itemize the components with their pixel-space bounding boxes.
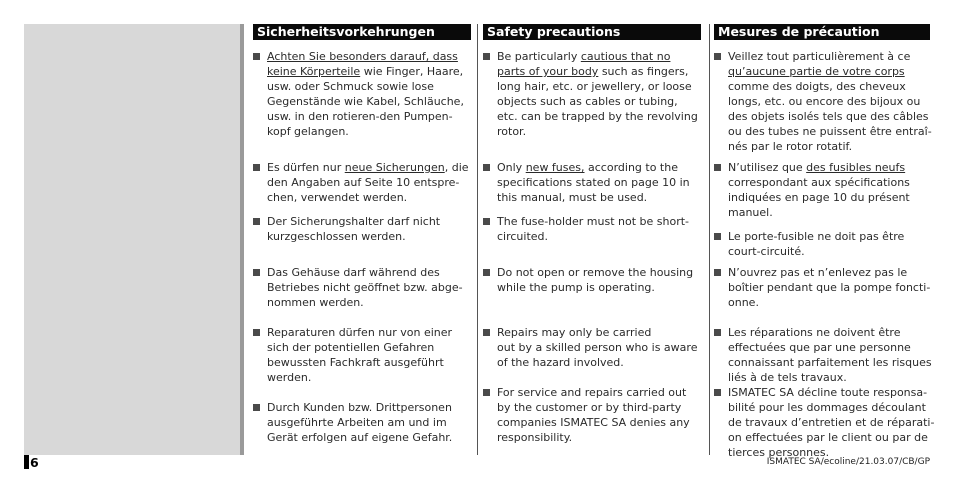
text-line [728,385,934,400]
text-segment: Es dürfen nur [267,161,345,174]
bullet-text [497,385,690,445]
text-segment: comme des doigts, des cheveux [728,80,906,93]
text-segment: bewussten Fachkraft ausgeführt [267,356,444,369]
text-line [728,370,932,385]
text-line [728,139,932,154]
text-segment: des objets isolés tels que des câbles [728,110,929,123]
text-segment: while the pump is operating. [497,281,655,294]
text-segment: nés par le rotor rotatif. [728,140,853,153]
column-header: Sicherheitsvorkehrungen [253,24,471,40]
bullet-square-icon [253,269,260,276]
text-line [497,355,697,370]
document-reference: ISMATEC SA/ecoline/21.03.07/CB/GP [766,457,930,467]
text-line [497,325,697,340]
text-segment: The fuse-holder must not be short- [497,215,690,228]
margin-panel [24,24,240,455]
text-line [267,355,452,370]
bullet-text [267,400,452,445]
bullet-text [728,160,910,220]
text-line [267,214,440,229]
bullet-square-icon [483,329,490,336]
text-line [728,400,934,415]
text-segment: Gerät erfolgen auf eigene Gefahr. [267,431,453,444]
text-line [497,280,693,295]
underlined-text: keine Körperteile [267,65,361,78]
text-line [267,430,452,445]
text-line [267,49,464,64]
text-line [267,190,469,205]
bullet-square-icon [714,329,721,336]
text-segment: den Angaben auf Seite 10 entspre- [267,176,460,189]
text-segment: ou des tubes ne puissent être entraî- [728,125,932,138]
text-segment: such as fingers, [598,65,689,78]
text-line [728,280,930,295]
text-segment: wie Finger, Haare, [360,65,464,78]
bullet-square-icon [483,389,490,396]
text-line [267,400,452,415]
text-line [728,325,932,340]
text-segment: Do not open or remove the housing [497,266,694,279]
text-segment: , die [444,161,469,174]
text-segment: chen, verwendet werden. [267,191,408,204]
bullet-square-icon [253,218,260,225]
text-line [728,205,910,220]
page-number-label: 6 [30,455,39,470]
text-line [267,265,463,280]
underlined-text: cautious that no [580,50,671,63]
text-line [497,415,690,430]
bullet-square-icon [253,329,260,336]
text-segment: responsibility. [497,431,573,444]
text-segment: N’utilisez que [728,161,807,174]
text-line [497,64,698,79]
text-line [267,124,464,139]
bullet-text [728,385,934,460]
underlined-text: qu’aucune partie de votre corps [728,65,905,78]
bullet-square-icon [714,164,721,171]
bullet-square-icon [714,233,721,240]
text-segment: Repairs may only be carried [497,326,652,339]
bullet-text [497,325,697,370]
text-line [497,430,690,445]
text-line [497,340,697,355]
text-line [728,265,930,280]
text-line [267,415,452,430]
column-english [483,24,701,444]
text-line [267,94,464,109]
text-segment: manuel. [728,206,773,219]
text-line [267,325,452,340]
text-segment: Betriebes nicht geöffnet bzw. abge- [267,281,463,294]
text-segment: kopf gelangen. [267,125,349,138]
text-line [728,175,910,190]
bullet-text [728,265,930,310]
text-segment: effectuées que par une personne [728,341,911,354]
text-line [267,280,463,295]
text-segment: Le porte-fusible ne doit pas être [728,230,905,243]
text-segment: court-circuité. [728,245,805,258]
text-line [728,355,932,370]
underlined-text: neue Sicherungen [344,161,445,174]
text-segment: liés à de tels travaux. [728,371,847,384]
text-line [728,49,932,64]
bullet-square-icon [483,269,490,276]
text-segment: of the hazard involved. [497,356,624,369]
bullet-text [728,325,932,385]
text-segment: ausgeführte Arbeiten am und im [267,416,447,429]
text-segment: de travaux d’entretien et de réparati- [728,416,935,429]
text-segment: indiquées en page 10 du présent [728,191,910,204]
bullet-square-icon [714,53,721,60]
text-segment: sich der potentiellen Gefahren [267,341,435,354]
text-line [267,340,452,355]
text-segment: Veillez tout particulièrement à ce [728,50,911,63]
text-segment: N’ouvrez pas et n’enlevez pas le [728,266,908,279]
text-line [497,175,690,190]
column-divider-1 [477,24,478,455]
bullet-text [497,160,690,205]
bullet-square-icon [253,53,260,60]
text-line [728,94,932,109]
text-line [497,400,690,415]
text-segment: ISMATEC SA décline toute responsa- [728,386,928,399]
text-line [728,415,934,430]
text-segment: Gegenstände wie Kabel, Schläuche, [267,95,464,108]
bullet-text [267,49,464,139]
text-line [267,64,464,79]
text-line [497,124,698,139]
text-line [497,79,698,94]
underlined-text: Achten Sie besonders darauf, dass [267,50,458,63]
text-segment: bilité pour les dommages découlant [728,401,926,414]
text-line [728,64,932,79]
text-segment: rotor. [497,125,527,138]
text-segment: on effectuées par le client ou par de [728,431,928,444]
bullet-text [267,265,463,310]
text-line [497,49,698,64]
bullet-text [728,49,932,154]
text-segment: Reparaturen dürfen nur von einer [267,326,453,339]
text-segment: Durch Kunden bzw. Drittpersonen [267,401,452,414]
underlined-text: parts of your body [497,65,599,78]
text-segment: onne. [728,296,759,309]
bullet-square-icon [714,389,721,396]
bullet-text [267,325,452,385]
bullet-text [267,214,440,244]
text-line [267,79,464,94]
bullet-text [267,160,469,205]
text-line [728,340,932,355]
text-segment: Be particularly [497,50,581,63]
bullet-square-icon [483,53,490,60]
text-line [728,160,910,175]
text-segment: Der Sicherungshalter darf nicht [267,215,441,228]
bullet-text [728,229,904,259]
bullet-text [497,265,693,295]
text-segment: kurzgeschlossen werden. [267,230,406,243]
text-line [728,79,932,94]
text-segment: boîtier pendant que la pompe foncti- [728,281,931,294]
text-segment: etc. can be trapped by the revolving [497,110,698,123]
bullet-square-icon [714,269,721,276]
text-line [267,295,463,310]
text-segment: correspondant aux spécifications [728,176,910,189]
bullet-square-icon [483,218,490,225]
text-line [497,265,693,280]
text-segment: objects such as cables or tubing, [497,95,678,108]
text-segment: For service and repairs carried out [497,386,687,399]
text-segment: connaissant parfaitement les risques [728,356,932,369]
column-divider-2 [709,24,710,455]
column-header: Mesures de précaution [714,24,930,40]
column-header: Safety precautions [483,24,701,40]
text-segment: specifications stated on page 10 in [497,176,690,189]
text-line [267,175,469,190]
page-number [24,455,39,471]
bullet-text [497,49,698,139]
text-line [728,190,910,205]
text-line [728,295,930,310]
bullet-text [497,214,689,244]
text-segment: Das Gehäuse darf während des [267,266,440,279]
text-line [728,124,932,139]
text-line [497,160,690,175]
text-line [497,109,698,124]
text-segment: circuited. [497,230,549,243]
text-line [728,430,934,445]
text-line [728,244,904,259]
bullet-square-icon [483,164,490,171]
text-segment: Only [497,161,526,174]
bullet-square-icon [253,404,260,411]
text-line [497,94,698,109]
underlined-text: new fuses, [525,161,585,174]
text-segment: according to the [584,161,678,174]
text-line [267,160,469,175]
text-segment: longs, etc. ou encore des bijoux ou [728,95,921,108]
column-german [253,24,471,444]
text-segment: werden. [267,371,312,384]
text-segment: nommen werden. [267,296,364,309]
bullet-square-icon [253,164,260,171]
text-line [497,385,690,400]
text-segment: tierces personnes. [728,446,830,459]
margin-panel-edge [240,24,244,455]
text-segment: companies ISMATEC SA denies any [497,416,690,429]
page-marker [24,455,29,469]
underlined-text: des fusibles neufs [806,161,906,174]
text-segment: usw. oder Schmuck sowie lose [267,80,434,93]
text-line [267,229,440,244]
text-segment: long hair, etc. or jewellery, or loose [497,80,692,93]
text-segment: by the customer or by third-party [497,401,682,414]
text-line [497,190,690,205]
text-line [728,229,904,244]
text-line [728,109,932,124]
column-french [714,24,935,459]
text-line [267,370,452,385]
text-line [497,229,689,244]
text-line [497,214,689,229]
text-segment: this manual, must be used. [497,191,648,204]
text-segment: usw. in den rotieren-den Pumpen- [267,110,453,123]
text-segment: Les réparations ne doivent être [728,326,901,339]
text-segment: out by a skilled person who is aware [497,341,698,354]
text-line [267,109,464,124]
